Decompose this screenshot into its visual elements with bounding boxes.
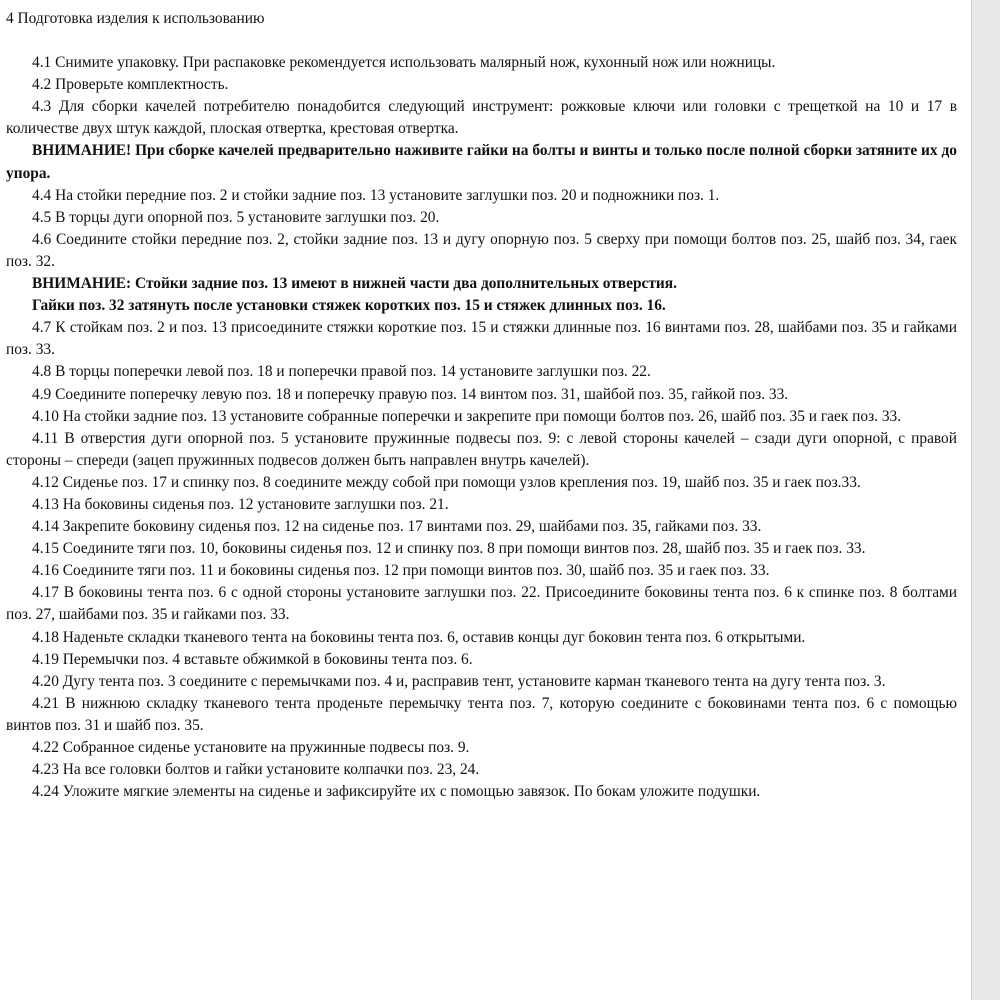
paragraph-4-1: 4.1 Снимите упаковку. При распаковке рекомендуется использовать малярный нож, кухонный нож или ножницы. [32, 54, 776, 72]
paragraph-4-12: 4.12 Сиденье поз. 17 и спинку поз. 8 соедините между собой при помощи узлов крепления поз. 19, шайб поз. 35 и гаек поз.33. [32, 473, 861, 491]
paragraph-4-20: 4.20 Дугу тента поз. 3 соедините с перемычками поз. 4 и, расправив тент, установите карман тканевого тента на дугу тента поз. 3. [32, 672, 886, 690]
warning-paragraph-3: Гайки поз. 32 затянуть после установки стяжек коротких поз. 15 и стяжек длинных поз. 16. [32, 297, 666, 315]
paragraph-4-8: 4.8 В торцы поперечки левой поз. 18 и поперечки правой поз. 14 установите заглушки поз. 22. [32, 363, 651, 381]
paragraph-4-22: 4.22 Собранное сиденье установите на пружинные подвесы поз. 9. [32, 739, 470, 756]
paragraph-4-4: 4.4 На стойки передние поз. 2 и стойки задние поз. 13 установите заглушки поз. 20 и подножники поз. 1. [32, 186, 720, 204]
paragraph-4-24: 4.24 Уложите мягкие элементы на сиденье и зафиксируйте их с помощью завязок. По бокам уложите подушки. [32, 783, 761, 801]
warning-paragraph-2: ВНИМАНИЕ: Стойки задние поз. 13 имеют в нижней части два дополнительных отверстия. [32, 275, 677, 293]
paragraph-4-11: 4.11 В отверстия дуги опорной поз. 5 установите пружинные подвесы поз. 9: с левой стороны качелей – сзади дуги опорной, с правой стороны – спереди (зацеп пружинных подвесов должен быть направлен внутрь качелей). [6, 429, 957, 469]
paragraph-4-23: 4.23 На все головки болтов и гайки установите колпачки поз. 23, 24. [32, 761, 480, 779]
paragraph-4-10: 4.10 На стойки задние поз. 13 установите собранные поперечки и закрепите при помощи болтов поз. 26, шайб поз. 35 и гаек поз. 33. [32, 407, 902, 425]
paragraph-4-3: 4.3 Для сборки качелей потребителю понадобится следующий инструмент: рожковые ключи или головки с трещеткой на 10 и 17 в количестве двух штук каждой, плоская отвертка, крестовая отвертка. [6, 98, 957, 138]
paragraph-4-2: 4.2 Проверьте комплектность. [32, 76, 229, 94]
paragraph-4-5: 4.5 В торцы дуги опорной поз. 5 установите заглушки поз. 20. [32, 208, 440, 226]
paragraph-4-16: 4.16 Соедините тяги поз. 11 и боковины сиденья поз. 12 при помощи винтов поз. 30, шайб поз. 35 и гаек поз. 33. [32, 562, 770, 580]
page-edge-scrollbar[interactable] [971, 0, 1000, 1000]
paragraph-4-9: 4.9 Соедините поперечку левую поз. 18 и поперечку правую поз. 14 винтом поз. 31, шайбой поз. 35, гайкой поз. 33. [32, 385, 789, 403]
paragraph-4-19: 4.19 Перемычки поз. 4 вставьте обжимкой в боковины тента поз. 6. [32, 650, 473, 668]
paragraph-4-21: 4.21 В нижнюю складку тканевого тента проденьте перемычку тента поз. 7, которую соедините с боковинами тента поз. 6 с помощью винтов поз. 31 и шайб поз. 35. [6, 694, 957, 734]
paragraph-4-14: 4.14 Закрепите боковину сиденья поз. 12 на сиденье поз. 17 винтами поз. 29, шайбами поз. 35, гайками поз. 33. [32, 518, 762, 536]
paragraph-4-13: 4.13 На боковины сиденья поз. 12 установите заглушки поз. 21. [32, 495, 449, 513]
document-body [6, 8, 957, 803]
paragraph-4-17: 4.17 В боковины тента поз. 6 с одной стороны установите заглушки поз. 22. Присоедините боковины тента поз. 6 к спинке поз. 8 болтами поз. 27, шайбами поз. 35 и гайками поз. 33. [6, 584, 957, 624]
paragraph-4-7: 4.7 К стойкам поз. 2 и поз. 13 присоедините стяжки короткие поз. 15 и стяжки длинные поз. 16 винтами поз. 28, шайбами поз. 35 и гайками поз. 33. [6, 319, 957, 359]
paragraph-4-15: 4.15 Соедините тяги поз. 10, боковины сиденья поз. 12 и спинку поз. 8 при помощи винтов поз. 28, шайб поз. 35 и гаек поз. 33. [32, 540, 866, 558]
warning-paragraph-1: ВНИМАНИЕ! При сборке качелей предварительно наживите гайки на болты и винты и только после полной сборки затяните их до упора. [6, 142, 957, 182]
paragraph-4-6: 4.6 Соедините стойки передние поз. 2, стойки задние поз. 13 и дугу опорную поз. 5 сверху при помощи болтов поз. 25, шайб поз. 34, гаек поз. 32. [6, 230, 957, 270]
section-heading: 4 Подготовка изделия к использованию [6, 10, 265, 27]
paragraph-4-18: 4.18 Наденьте складки тканевого тента на боковины тента поз. 6, оставив концы дуг боковин тента поз. 6 открытыми. [32, 628, 806, 646]
